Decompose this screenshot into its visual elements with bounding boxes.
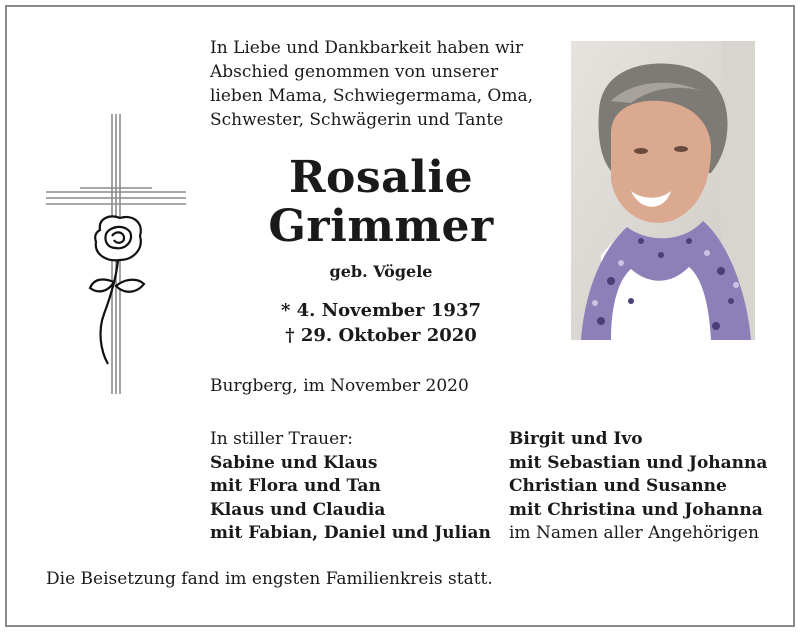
mourners-right <box>509 428 767 546</box>
intro-line: In Liebe und Dankbarkeit haben wir <box>210 38 524 58</box>
intro-line: Abschied genommen von unserer <box>210 62 499 82</box>
intro-line: Schwester, Schwägerin und Tante <box>210 110 504 130</box>
mourner-line: mit Fabian, Daniel und Julian <box>210 523 491 543</box>
intro-text <box>210 36 533 132</box>
mourner-line: mit Flora und Tan <box>210 476 381 496</box>
mourner-line: Klaus und Claudia <box>210 499 386 520</box>
mourner-line: mit Christina und Johanna <box>509 499 763 520</box>
mourner-line: im Namen aller Angehörigen <box>509 523 759 543</box>
mourner-line: mit Sebastian und Johanna <box>509 452 768 473</box>
mourner-line: Sabine und Klaus <box>210 452 378 473</box>
mourners-left <box>210 428 491 546</box>
mourner-line: Christian und Susanne <box>509 476 727 496</box>
portrait-photo <box>571 41 755 340</box>
deceased-last-name: Grimmer <box>268 201 494 252</box>
birth-name: geb. Vögele <box>329 262 433 281</box>
deceased-first-name: Rosalie <box>288 152 474 203</box>
intro-line: lieben Mama, Schwiegermama, Oma, <box>210 86 533 106</box>
mourner-line: Birgit und Ivo <box>509 429 643 449</box>
cross-with-rose-icon <box>40 110 190 400</box>
death-date: † 29. Oktober 2020 <box>285 325 477 346</box>
life-dates <box>200 298 562 348</box>
mourner-line: In stiller Trauer: <box>210 429 353 449</box>
place-date: Burgberg, im November 2020 <box>210 376 469 396</box>
burial-note: Die Beisetzung fand im engsten Familienkreis statt. <box>46 569 493 589</box>
birth-date: * 4. November 1937 <box>280 300 482 321</box>
